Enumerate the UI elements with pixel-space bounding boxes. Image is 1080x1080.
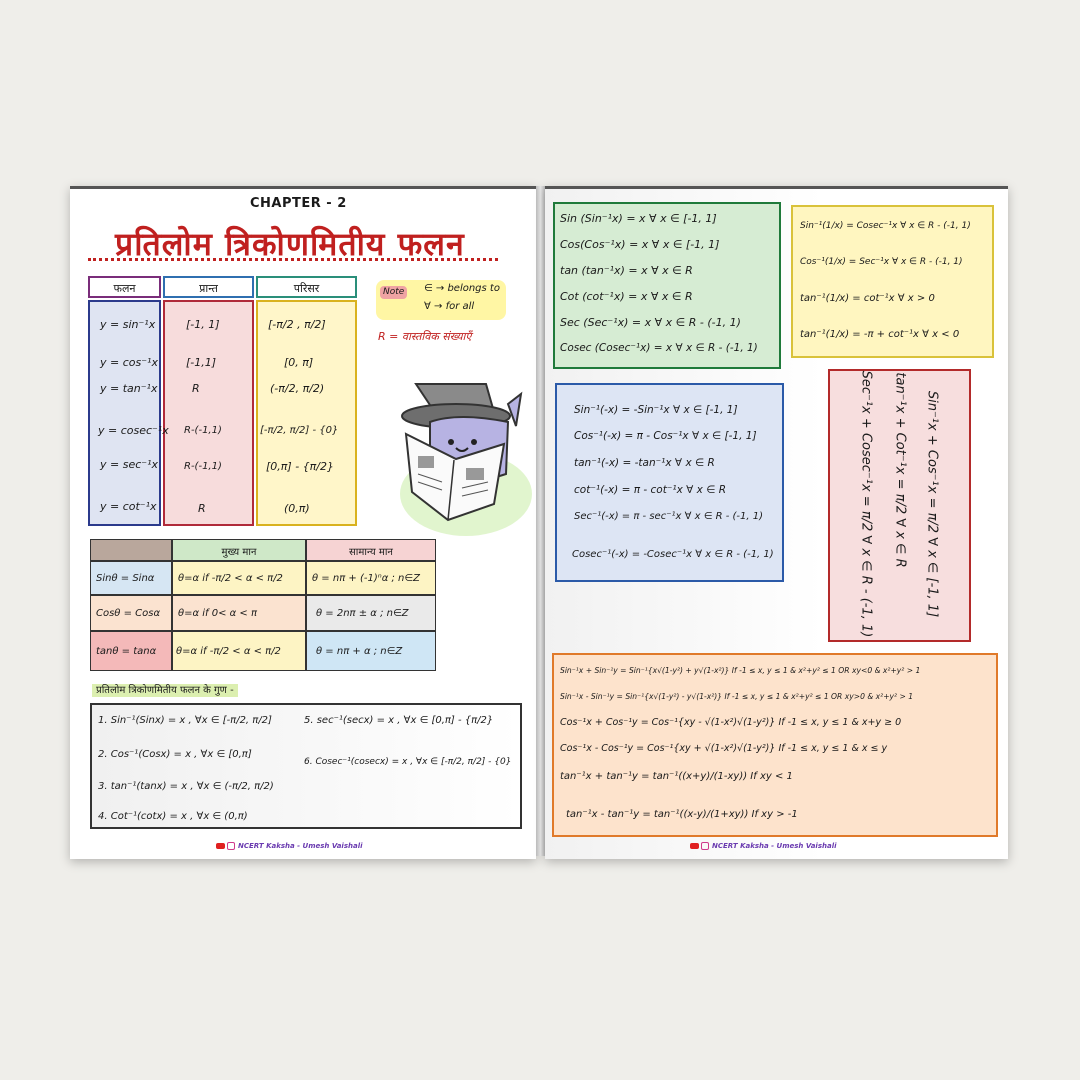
func-row-4: y = cosec⁻¹x	[98, 424, 169, 437]
note-label: Note	[380, 286, 407, 299]
blue-line-3: tan⁻¹(-x) = -tan⁻¹x ∀ x ∈ R	[574, 457, 715, 469]
range-row-6: (0,π)	[284, 502, 310, 515]
range-row-1: [-π/2 , π/2]	[268, 318, 326, 331]
domain-column	[163, 300, 254, 526]
eq-row-3-equation: tanθ = tanα	[96, 646, 157, 657]
eq-header-principal: मुख्य मान	[172, 539, 306, 561]
blue-line-4: cot⁻¹(-x) = π - cot⁻¹x ∀ x ∈ R	[574, 484, 726, 496]
title-underline	[88, 258, 498, 261]
instagram-icon	[227, 842, 235, 850]
property-4: 4. Cot⁻¹(cotx) = x , ∀x ∈ (0,π)	[98, 811, 248, 822]
blue-line-6: Cosec⁻¹(-x) = -Cosec⁻¹x ∀ x ∈ R - (-1, 1)	[572, 549, 774, 560]
property-2: 2. Cos⁻¹(Cosx) = x , ∀x ∈ [0,π]	[98, 749, 252, 760]
func-row-1: y = sin⁻¹x	[100, 318, 156, 331]
left-footer	[216, 842, 363, 850]
domain-row-3: R	[192, 382, 200, 395]
left-footer-text: NCERT Kaksha - Umesh Vaishali	[238, 842, 363, 850]
eq-row-1-equation: Sinθ = Sinα	[96, 573, 155, 584]
note-line-1: ∈ → belongs to	[424, 283, 500, 294]
eq-row-1-general: θ = nπ + (-1)ⁿα ; n∈Z	[312, 573, 420, 584]
blue-line-2: Cos⁻¹(-x) = π - Cos⁻¹x ∀ x ∈ [-1, 1]	[574, 430, 757, 442]
page-title: प्रतिलोम त्रिकोणमितीय फलन	[115, 225, 465, 263]
eq-header-general: सामान्य मान	[306, 539, 436, 561]
property-6: 6. Cosec⁻¹(cosecx) = x , ∀x ∈ [-π/2, π/2] - {0}	[304, 757, 512, 767]
range-row-5: [0,π] - {π/2}	[266, 460, 334, 473]
green-line-5: Sec (Sec⁻¹x) = x ∀ x ∈ R - (-1, 1)	[560, 316, 741, 329]
youtube-icon	[690, 843, 699, 849]
green-line-1: Sin (Sin⁻¹x) = x ∀ x ∈ [-1, 1]	[560, 212, 717, 225]
blue-line-1: Sin⁻¹(-x) = -Sin⁻¹x ∀ x ∈ [-1, 1]	[574, 404, 738, 416]
book-spine	[536, 186, 545, 856]
yellow-line-4: tan⁻¹(1/x) = -π + cot⁻¹x ∀ x < 0	[800, 329, 960, 340]
property-5: 5. sec⁻¹(secx) = x , ∀x ∈ [0,π] - {π/2}	[304, 715, 494, 726]
domain-row-5: R-(-1,1)	[184, 461, 222, 472]
range-row-3: (-π/2, π/2)	[270, 382, 325, 395]
domain-row-2: [-1,1]	[186, 356, 217, 369]
properties-heading: प्रतिलोम त्रिकोणमितीय फलन के गुण -	[92, 684, 238, 697]
eq-row-2-equation: Cosθ = Cosα	[96, 608, 161, 619]
eq-row-3-principal: θ=α if -π/2 < α < π/2	[176, 646, 281, 657]
header-function: फलन	[88, 276, 161, 298]
eq-row-2-principal: θ=α if 0< α < π	[178, 608, 258, 619]
yellow-line-3: tan⁻¹(1/x) = cot⁻¹x ∀ x > 0	[800, 293, 935, 304]
property-1: 1. Sin⁻¹(Sinx) = x , ∀x ∈ [-π/2, π/2]	[98, 715, 272, 726]
chapter-label: CHAPTER - 2	[250, 196, 347, 211]
red-line-1: Sin⁻¹x + Cos⁻¹x = π/2 ∀ x ∈ [-1, 1]	[924, 390, 940, 618]
right-footer	[690, 842, 837, 850]
yellow-line-2: Cos⁻¹(1/x) = Sec⁻¹x ∀ x ∈ R - (-1, 1)	[800, 257, 963, 267]
note-line-2: ∀ → for all	[424, 301, 475, 312]
eq-row-2-general: θ = 2nπ ± α ; n∈Z	[316, 608, 409, 619]
note-line-3: R = वास्तविक संख्याएँ	[378, 330, 472, 343]
header-domain: प्रान्त	[163, 276, 254, 298]
youtube-icon	[216, 843, 225, 849]
green-line-2: Cos(Cos⁻¹x) = x ∀ x ∈ [-1, 1]	[560, 238, 720, 251]
range-row-2: [0, π]	[284, 356, 314, 369]
eq-row-1-principal: θ=α if -π/2 < α < π/2	[178, 573, 283, 584]
red-line-2: tan⁻¹x + Cot⁻¹x = π/2 ∀ x ∈ R	[892, 372, 908, 568]
orange-line-5: tan⁻¹x + tan⁻¹y = tan⁻¹((x+y)/(1-xy)) If xy < 1	[560, 771, 793, 782]
range-row-4: [-π/2, π/2] - {0}	[260, 425, 339, 436]
range-column	[256, 300, 357, 526]
orange-line-4: Cos⁻¹x - Cos⁻¹y = Cos⁻¹{xy + √(1-x²)√(1-y²)} If -1 ≤ x, y ≤ 1 & x ≤ y	[560, 743, 888, 754]
right-footer-text: NCERT Kaksha - Umesh Vaishali	[712, 842, 837, 850]
green-line-4: Cot (cot⁻¹x) = x ∀ x ∈ R	[560, 290, 693, 303]
orange-line-2: Sin⁻¹x - Sin⁻¹y = Sin⁻¹{x√(1-y²) - y√(1-x²)} If -1 ≤ x, y ≤ 1 & x²+y² ≤ 1 OR xy>0 & x²+y² > 1	[560, 692, 914, 701]
header-range: परिसर	[256, 276, 357, 298]
blue-line-5: Sec⁻¹(-x) = π - sec⁻¹x ∀ x ∈ R - (-1, 1)	[574, 511, 763, 522]
eq-row-3-general: θ = nπ + α ; n∈Z	[316, 646, 403, 657]
domain-row-1: [-1, 1]	[186, 318, 220, 331]
domain-row-4: R-(-1,1)	[184, 425, 222, 436]
orange-line-3: Cos⁻¹x + Cos⁻¹y = Cos⁻¹{xy - √(1-x²)√(1-y²)} If -1 ≤ x, y ≤ 1 & x+y ≥ 0	[560, 717, 902, 728]
func-row-3: y = tan⁻¹x	[100, 382, 158, 395]
green-line-3: tan (tan⁻¹x) = x ∀ x ∈ R	[560, 264, 693, 277]
orange-line-6: tan⁻¹x - tan⁻¹y = tan⁻¹((x-y)/(1+xy)) If xy > -1	[566, 809, 798, 820]
yellow-line-1: Sin⁻¹(1/x) = Cosec⁻¹x ∀ x ∈ R - (-1, 1)	[800, 221, 971, 231]
green-line-6: Cosec (Cosec⁻¹x) = x ∀ x ∈ R - (-1, 1)	[560, 342, 758, 354]
func-row-2: y = cos⁻¹x	[100, 356, 158, 369]
function-column	[88, 300, 161, 526]
instagram-icon	[701, 842, 709, 850]
orange-line-1: Sin⁻¹x + Sin⁻¹y = Sin⁻¹{x√(1-y²) + y√(1-x²)} If -1 ≤ x, y ≤ 1 & x²+y² ≤ 1 OR xy<0 & x²+y² > 1	[560, 666, 921, 675]
func-row-5: y = sec⁻¹x	[100, 458, 158, 471]
eq-table-header-blank	[90, 539, 172, 561]
func-row-6: y = cot⁻¹x	[100, 500, 157, 513]
red-line-3: Sec⁻¹x + Cosec⁻¹x = π/2 ∀ x ∈ R - (-1, 1)	[858, 370, 874, 638]
domain-row-6: R	[198, 502, 206, 515]
mascot-reading-newspaper-icon	[376, 364, 532, 544]
property-3: 3. tan⁻¹(tanx) = x , ∀x ∈ (-π/2, π/2)	[98, 781, 274, 792]
